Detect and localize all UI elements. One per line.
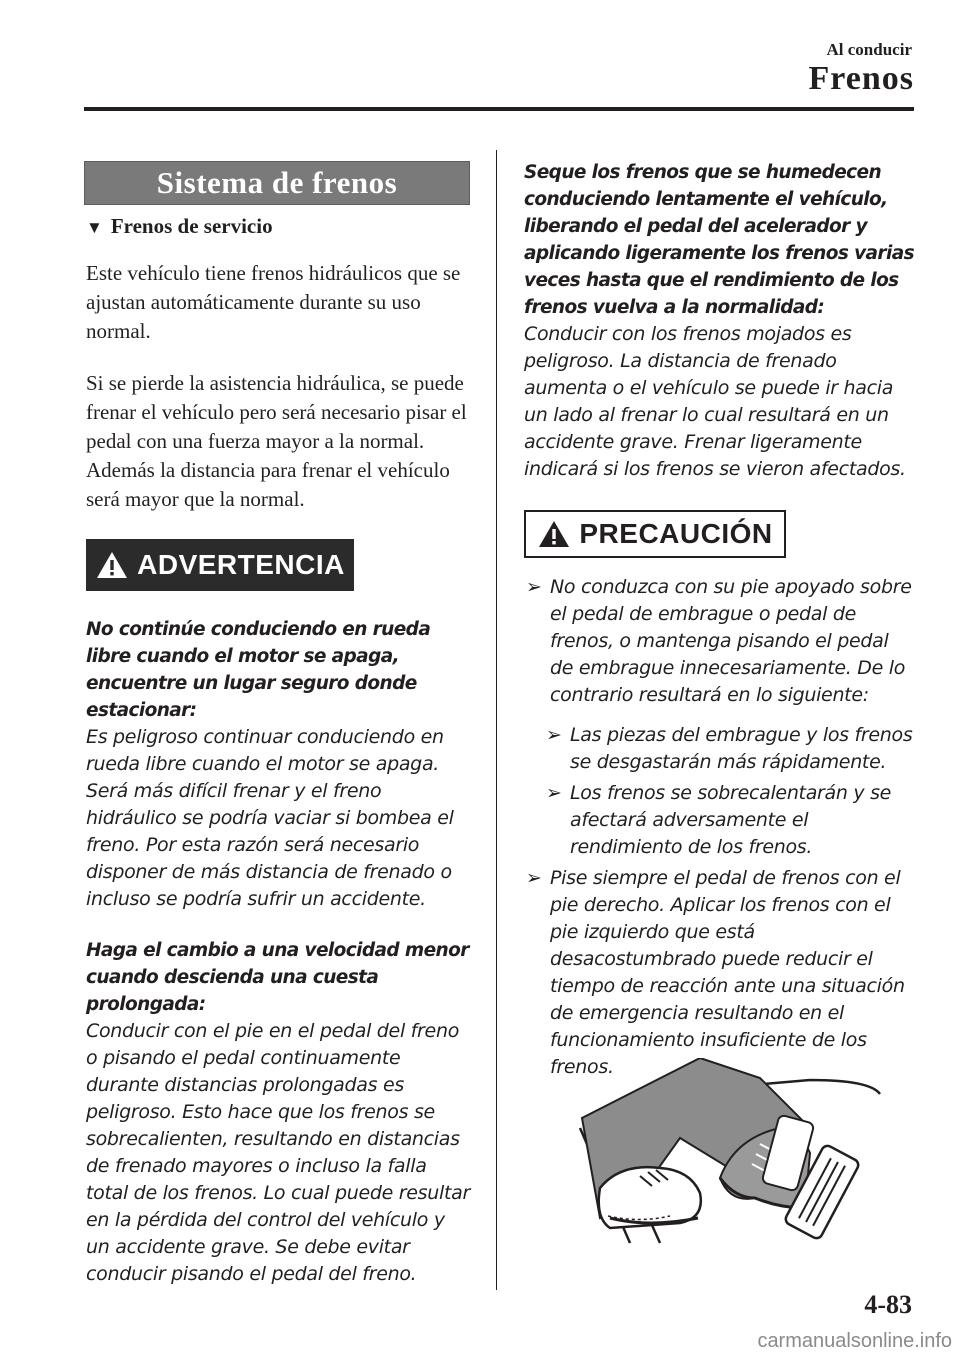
caution-sub-item-text: Las piezas del embrague y los frenos se desgastarán más rápidamente. <box>570 724 913 773</box>
caution-sub-item <box>546 722 916 776</box>
caution-item-text: No conduzca con su pie apoyado sobre el pedal de embrague o pedal de frenos, o mantenga pisando el pedal de embrague innecesariamente. De lo contrario resultará en lo siguiente: <box>550 576 912 706</box>
caution-item <box>526 574 916 709</box>
watermark: carmanualsonline.info <box>757 1330 952 1352</box>
warning-body: Conducir con los frenos mojados es peligroso. La distancia de frenado aumenta o el vehículo se puede ir hacia un lado al frenar lo cual resultará en un accidente grave. Frenar ligeramente indicará si los frenos se vieron afectados. <box>524 323 906 480</box>
arrow-bullet-icon: ➢ <box>526 867 542 889</box>
caution-list <box>526 574 916 1081</box>
intro-text <box>86 259 470 514</box>
triangle-down-icon: ▼ <box>86 218 103 237</box>
warning-triangle-icon <box>537 519 571 549</box>
warning-banner <box>86 539 354 591</box>
page-title: Sistema de frenos <box>84 161 470 205</box>
warning-label: ADVERTENCIA <box>137 549 345 580</box>
column-divider <box>496 150 497 1290</box>
arrow-bullet-icon: ➢ <box>546 782 562 804</box>
feet-on-pedals-illustration <box>570 1058 910 1248</box>
page-number: 4-83 <box>864 1290 912 1319</box>
caution-item <box>526 865 916 1081</box>
paragraph: Este vehículo tiene frenos hidráulicos que se ajustan automáticamente durante su uso normal. <box>86 261 461 343</box>
caution-banner <box>524 510 786 558</box>
arrow-bullet-icon: ➢ <box>526 576 542 598</box>
subheading-text: Frenos de servicio <box>110 214 273 238</box>
paragraph: Si se pierde la asistencia hidráulica, se puede frenar el vehículo pero será necesario pisar el pedal con una fuerza mayor a la normal. Además la distancia para frenar el vehículo será mayor que la normal. <box>86 371 467 511</box>
subheading <box>86 214 273 239</box>
header-rule <box>84 107 914 111</box>
warning-heading: Seque los frenos que se humedecen conduciendo lentamente el vehículo, liberando el pedal del acelerador y aplicando ligeramente los frenos varias veces hasta que el rendimiento de los frenos vuelva a la normalidad: <box>524 162 914 318</box>
warning-items-left <box>86 616 470 1288</box>
section-title: Frenos <box>808 60 914 97</box>
caution-sub-item-text: Los frenos se sobrecalentarán y se afectará adversamente el rendimiento de los frenos. <box>570 782 892 858</box>
caution-label: PRECAUCIÓN <box>579 518 773 549</box>
warning-heading: No continúe conduciendo en rueda libre cuando el motor se apaga, encuentre un lugar seguro donde estacionar: <box>86 619 431 721</box>
caution-item-text: Pise siempre el pedal de frenos con el pie derecho. Aplicar los frenos con el pie izquierdo que está desacostumbrado puede reducir el tiempo de reacción ante una situación de emergencia resultando en el funcionamiento insuficiente de los frenos. <box>550 867 905 1078</box>
warning-body: Es peligroso continuar conduciendo en rueda libre cuando el motor se apaga. Será más difícil frenar y el freno hidráulico se podría vaciar si bombea el freno. Por esta razón será necesario disponer de más distancia de frenado o incluso se podría sufrir un accidente. <box>86 726 454 910</box>
warning-body: Conducir con el pie en el pedal del freno o pisando el pedal continuamente durante distancias prolongadas es peligroso. Esto hace que los frenos se sobrecalienten, resultando en distancias de frenado mayores o incluso la falla total de los frenos. Lo cual puede resultar en la pérdida del control del vehículo y un accidente grave. Se debe evitar conducir pisando el pedal del freno. <box>86 1020 470 1285</box>
arrow-bullet-icon: ➢ <box>546 724 562 746</box>
caution-sub-item <box>546 780 916 861</box>
warning-items-right <box>524 159 916 483</box>
warning-triangle-icon <box>95 550 129 580</box>
chapter-label: Al conducir <box>826 40 912 59</box>
warning-heading: Haga el cambio a una velocidad menor cuando descienda una cuesta prolongada: <box>86 940 469 1015</box>
